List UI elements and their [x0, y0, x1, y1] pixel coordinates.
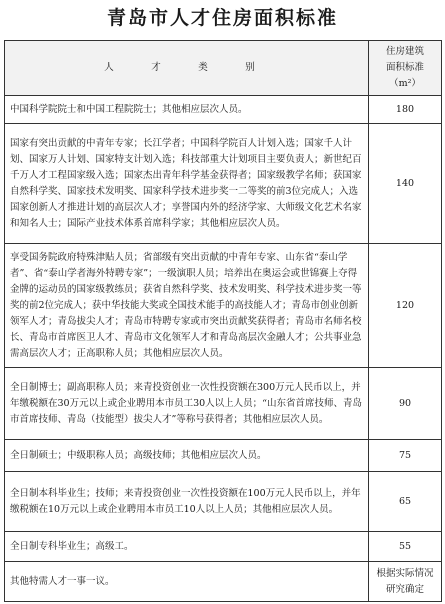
- table-header-row: [5, 41, 442, 96]
- row-area: 75: [369, 440, 442, 472]
- header-category: 人 才 类 别: [5, 41, 369, 96]
- row-area: 55: [369, 532, 442, 562]
- row-area: 根据实际情况研究确定: [369, 562, 442, 602]
- row-category: 国家有突出贡献的中青年专家；长江学者；中国科学院百人计划入选；国家千人计划、国家万人计划、国家特支计划入选；科技部重大计划项目主要负责人；新世纪百千万人才工程国家级入选；国家杰出青年科学基金获得者；国家级教学名师；获国家自然科学奖、国家技术发明奖、国家科学技术进步奖一二等奖的前3位完成人；入选国家创新人才推进计划的高层次人才；享誉国内外的经济学家、大师级文化艺术名家和知名人士；国际产业技术体系首席科学家；其他相应层次人员。: [5, 124, 369, 244]
- table-row: [5, 532, 442, 562]
- row-area: 120: [369, 244, 442, 368]
- row-category: 其他特需人才一事一议。: [5, 562, 369, 602]
- row-category: 全日制专科毕业生；高级工。: [5, 532, 369, 562]
- table-row: [5, 244, 442, 368]
- row-category: 享受国务院政府特殊津贴人员；省部级有突出贡献的中青年专家、山东省“泰山学者”、省“泰山学者海外特聘专家”；一级演职人员；培养出在奥运会或世锦赛上夺得金牌的运动员的国家级教练员；获省自然科学奖、技术发明奖、科学技术进步奖一等奖的前2位完成人；获中华技能大奖或全国技术能手的高技能人才；青岛市创业创新领军人才；青岛拔尖人才；青岛市特聘专家或市突出贡献奖获得者；青岛市名师名校长、青岛市首席医卫人才、青岛市文化领军人才和青岛高层次金融人才；公共事业急需高层次人才；正高职称人员；其他相应层次人员。: [5, 244, 369, 368]
- header-area-line1: 住房建筑: [385, 46, 424, 57]
- row-category: 全日制硕士；中级职称人员；高级技师；其他相应层次人员。: [5, 440, 369, 472]
- row-area: 180: [369, 96, 442, 124]
- table-row: [5, 562, 442, 602]
- table-row: [5, 472, 442, 532]
- row-category: 中国科学院院士和中国工程院院士；其他相应层次人员。: [5, 96, 369, 124]
- table-row: [5, 96, 442, 124]
- row-area: 140: [369, 124, 442, 244]
- table-row: [5, 368, 442, 440]
- table-row: [5, 440, 442, 472]
- header-area: [369, 41, 442, 96]
- row-area: 65: [369, 472, 442, 532]
- header-area-line2: 面积标准（m²）: [385, 62, 424, 89]
- table-row: [5, 124, 442, 244]
- row-area: 90: [369, 368, 442, 440]
- housing-standard-table: [4, 40, 442, 602]
- row-category: 全日制博士；副高职称人员；来青投资创业一次性投资额在300万元人民币以上，并年缴税额在30万元以上或企业聘用本市员工30人以上人员；“山东省首席技师、青岛市首席技师、青岛（技能型）拔尖人才”等称号获得者；其他相应层次人员。: [5, 368, 369, 440]
- row-category: 全日制本科毕业生；技师；来青投资创业一次性投资额在100万元人民币以上，并年缴税额在10万元以上或企业聘用本市员工10人以上人员；其他相应层次人员。: [5, 472, 369, 532]
- page-title: 青岛市人才住房面积标准: [106, 7, 338, 29]
